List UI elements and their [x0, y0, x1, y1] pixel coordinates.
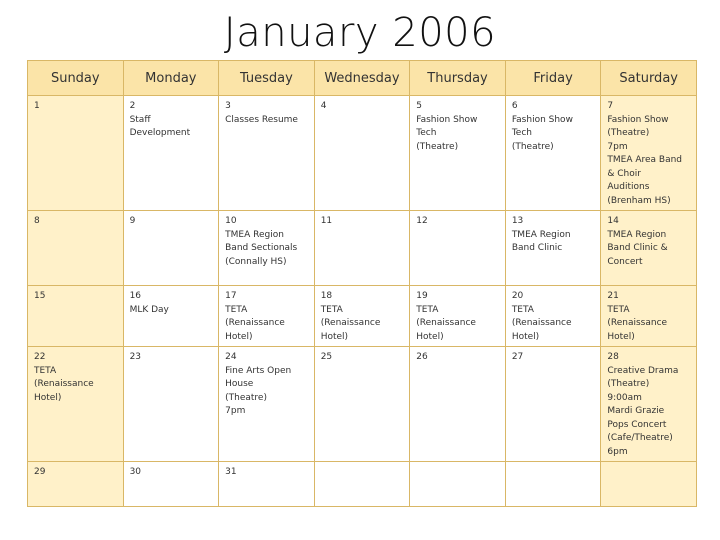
day-number: 2 [129, 101, 136, 111]
day-events: TETA (Renaissance Hotel) [225, 304, 285, 342]
day-number: 24 [225, 352, 237, 362]
day-events: Fashion Show (Theatre) 7pm TMEA Area Band & Choir Auditions (Brenham HS) [607, 114, 683, 206]
day-cell [123, 96, 219, 211]
weekday-header-row [28, 61, 697, 96]
day-number: 17 [225, 291, 237, 301]
day-cell [410, 462, 506, 507]
day-cell [123, 462, 219, 507]
day-cell [219, 286, 315, 347]
day-number: 7 [607, 101, 614, 111]
day-cell [28, 286, 124, 347]
week-row [28, 462, 697, 507]
day-cell [601, 286, 697, 347]
day-number: 21 [607, 291, 619, 301]
day-number: 23 [129, 352, 142, 362]
day-number: 5 [416, 101, 422, 111]
day-cell [219, 462, 315, 507]
day-number: 28 [607, 352, 619, 362]
day-number: 6 [511, 101, 518, 111]
day-number: 3 [225, 101, 231, 111]
day-cell [123, 286, 219, 347]
day-number: 14 [607, 216, 619, 226]
day-cell [28, 96, 124, 211]
day-events: Staff Development [129, 114, 191, 138]
day-cell [28, 211, 124, 286]
day-events: TMEA Region Band Sectionals (Connally HS) [225, 229, 298, 267]
weekday-header: Sunday [28, 61, 124, 96]
day-number: 4 [320, 101, 327, 111]
day-cell [314, 286, 410, 347]
week-row [28, 347, 697, 462]
day-cell [219, 96, 315, 211]
weekday-header: Saturday [601, 61, 697, 96]
day-number: 31 [225, 467, 237, 477]
week-row [28, 211, 697, 286]
day-cell [410, 286, 506, 347]
day-number: 30 [129, 467, 142, 477]
day-events: MLK Day [129, 304, 169, 315]
day-number: 25 [320, 352, 333, 362]
day-events: Classes Resume [225, 114, 298, 125]
day-cell [505, 211, 601, 286]
day-number: 1 [34, 101, 40, 111]
day-cell [28, 462, 124, 507]
day-events: Fine Arts Open House (Theatre) 7pm [225, 365, 292, 416]
day-events: Creative Drama (Theatre) 9:00am Mardi Grazie Pops Concert (Cafe/Theatre) 6pm [607, 365, 679, 457]
day-cell [123, 347, 219, 462]
day-cell [505, 462, 601, 507]
day-events: Fashion Show Tech (Theatre) [416, 114, 478, 152]
week-row [28, 286, 697, 347]
day-events: TETA (Renaissance Hotel) [416, 304, 476, 342]
day-events: TETA (Renaissance Hotel) [607, 304, 668, 342]
day-number: 11 [320, 216, 333, 226]
day-cell [314, 96, 410, 211]
day-events: Fashion Show Tech (Theatre) [511, 114, 573, 152]
day-number: 26 [416, 352, 428, 362]
day-cell [410, 347, 506, 462]
day-number: 9 [129, 216, 136, 226]
day-cell [410, 96, 506, 211]
day-number: 15 [34, 291, 46, 301]
day-number: 16 [129, 291, 142, 301]
day-cell [601, 347, 697, 462]
day-events: TMEA Region Band Clinic [511, 229, 571, 253]
day-number: 8 [34, 216, 40, 226]
day-number: 27 [511, 352, 524, 362]
day-number: 12 [416, 216, 428, 226]
day-cell [123, 211, 219, 286]
day-cell [410, 211, 506, 286]
day-cell [219, 347, 315, 462]
day-number: 22 [34, 352, 46, 362]
weekday-header: Monday [123, 61, 219, 96]
weekday-header: Friday [505, 61, 601, 96]
weekday-header: Wednesday [314, 61, 410, 96]
day-events: TETA (Renaissance Hotel) [320, 304, 381, 342]
calendar-grid [27, 60, 697, 507]
day-cell [314, 347, 410, 462]
day-number: 13 [511, 216, 524, 226]
day-cell [505, 96, 601, 211]
day-events: TETA (Renaissance Hotel) [34, 365, 94, 403]
day-number: 18 [320, 291, 333, 301]
day-cell [601, 462, 697, 507]
day-cell [505, 286, 601, 347]
weekday-header: Tuesday [219, 61, 315, 96]
weekday-header: Thursday [410, 61, 506, 96]
day-cell [28, 347, 124, 462]
day-cell [601, 96, 697, 211]
day-cell [505, 347, 601, 462]
day-cell [314, 211, 410, 286]
day-number: 20 [511, 291, 524, 301]
day-events: TETA (Renaissance Hotel) [511, 304, 572, 342]
day-number: 29 [34, 467, 46, 477]
day-number: 10 [225, 216, 237, 226]
week-row [28, 96, 697, 211]
day-cell [601, 211, 697, 286]
day-cell [314, 462, 410, 507]
day-cell [219, 211, 315, 286]
page-title: January 2006 [223, 10, 497, 56]
day-events: TMEA Region Band Clinic & Concert [607, 229, 668, 267]
day-number: 19 [416, 291, 428, 301]
